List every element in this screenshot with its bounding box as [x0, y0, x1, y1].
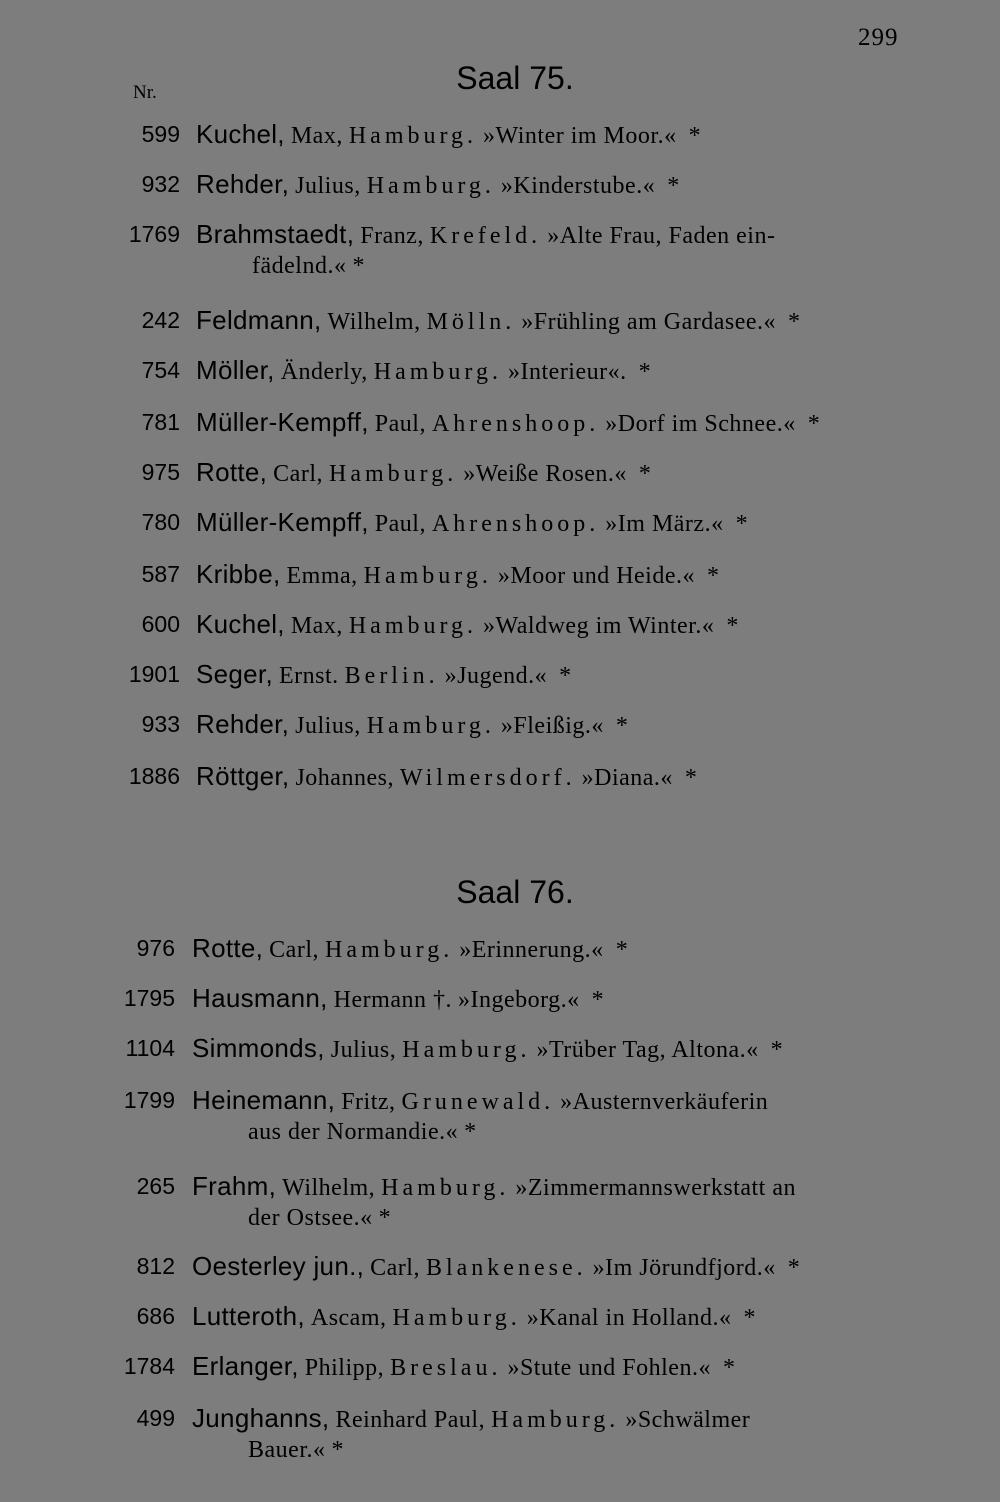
artwork-title: »Jugend.«	[444, 663, 548, 689]
artist-city: Ahrenshoop.	[431, 511, 600, 537]
artist-given-name: Franz,	[360, 223, 424, 249]
entry-number: 600	[141, 611, 180, 637]
artist-given-name: Wilhelm,	[282, 1175, 376, 1201]
artwork-title: »Moor und Heide.«	[497, 563, 695, 589]
artist-name: Brahmstaedt,	[196, 219, 355, 249]
asterisk-mark: *	[684, 765, 697, 791]
artist-name: Müller-Kempff,	[196, 407, 369, 437]
artwork-title-continuation: fädelnd.«	[252, 253, 347, 279]
artwork-title: »Alte Frau, Faden ein-	[547, 223, 776, 249]
artist-name: Frahm,	[192, 1171, 277, 1201]
entry-number: 932	[141, 171, 180, 197]
artist-given-name: Max,	[290, 613, 343, 639]
artist-name: Rehder,	[196, 709, 290, 739]
artwork-title: »Kanal in Holland.«	[526, 1305, 732, 1331]
artist-name: Heinemann,	[192, 1085, 336, 1115]
artwork-title: »Winter im Moor.«	[483, 123, 677, 149]
asterisk-mark: *	[378, 1205, 391, 1231]
artwork-title: »Im März.«	[605, 511, 724, 537]
artist-name: Kribbe,	[196, 559, 281, 589]
artist-city: Hamburg.	[392, 1305, 521, 1331]
entry-number: 587	[141, 561, 180, 587]
artwork-title: »Kinderstube.«	[500, 173, 656, 199]
entry-body	[192, 1402, 898, 1463]
asterisk-mark: *	[707, 563, 719, 589]
artist-given-name: Carl,	[273, 461, 323, 487]
entry-number: 265	[136, 1173, 175, 1199]
artist-city: Hamburg.	[348, 123, 478, 149]
entry-body	[196, 608, 902, 642]
asterisk-mark: *	[615, 713, 628, 739]
artist-given-name: Julius,	[295, 173, 361, 199]
asterisk-mark: *	[615, 937, 628, 963]
entry-number: 781	[141, 409, 180, 435]
artwork-title: »Diana.«	[581, 765, 673, 791]
entry-body	[196, 354, 902, 388]
artist-name: Erlanger,	[192, 1351, 299, 1381]
artist-given-name: Julius,	[330, 1037, 397, 1063]
artwork-title-continuation: aus der Normandie.«	[248, 1119, 459, 1145]
artist-name: Seger,	[196, 659, 273, 689]
entry-body	[196, 708, 902, 742]
entry-number: 975	[141, 459, 180, 485]
entry-body	[196, 304, 902, 338]
artist-city: Hamburg.	[373, 359, 502, 385]
artist-given-name: Julius,	[295, 713, 361, 739]
entry-continuation-line	[248, 1202, 391, 1234]
entry-continuation-line	[248, 1434, 343, 1466]
artist-given-name: Carl,	[370, 1255, 420, 1281]
artist-city: Hamburg.	[329, 461, 458, 487]
asterisk-mark: *	[788, 309, 801, 335]
section-title-saal-75: Saal 75.	[456, 60, 574, 96]
entry-number: 1104	[125, 1035, 175, 1061]
artist-city: Hamburg.	[366, 713, 495, 739]
asterisk-mark: *	[591, 987, 604, 1013]
artwork-title: »Interieur«.	[508, 359, 627, 385]
artwork-title-continuation: der Ostsee.«	[248, 1205, 373, 1231]
asterisk-mark: *	[464, 1119, 477, 1145]
artist-city: Blankenese.	[425, 1255, 587, 1281]
artist-given-name: Paul,	[374, 411, 426, 437]
artist-name: Müller-Kempff,	[196, 507, 369, 537]
entry-continuation-line	[248, 1116, 476, 1148]
asterisk-mark: *	[735, 511, 748, 537]
asterisk-mark: *	[638, 359, 651, 385]
artist-city: Mölln.	[426, 309, 516, 335]
artwork-title: »Dorf im Schnee.«	[605, 411, 796, 437]
artist-given-name: Änderly,	[280, 359, 368, 385]
artist-name: Kuchel,	[196, 119, 285, 149]
entry-body	[192, 1350, 898, 1384]
entry-body	[196, 406, 902, 440]
artist-city: Berlin.	[344, 663, 439, 689]
page-number: 299	[858, 24, 899, 51]
artist-name: Möller,	[196, 355, 275, 385]
artist-name: Lutteroth,	[192, 1301, 305, 1331]
artist-given-name: Emma,	[286, 563, 358, 589]
artwork-title: »Zimmermannswerkstatt an	[515, 1175, 796, 1201]
artist-name: Junghanns,	[192, 1403, 330, 1433]
artist-city: Hamburg.	[491, 1407, 620, 1433]
entry-number: 754	[141, 357, 180, 383]
asterisk-mark: *	[559, 663, 572, 689]
artwork-title: »Schwälmer	[625, 1407, 751, 1433]
entry-number: 1886	[128, 763, 180, 789]
artist-city: Hamburg.	[366, 173, 495, 199]
entry-body	[196, 558, 902, 592]
artist-name: Kuchel,	[196, 609, 285, 639]
asterisk-mark: *	[722, 1355, 735, 1381]
artist-city: Breslau.	[390, 1355, 502, 1381]
entry-number: 686	[136, 1303, 175, 1329]
artist-given-name: Paul,	[374, 511, 426, 537]
artist-city: Hamburg.	[363, 563, 492, 589]
asterisk-mark: *	[638, 461, 651, 487]
artist-name: Rotte,	[192, 933, 264, 963]
asterisk-mark: *	[726, 613, 739, 639]
artist-given-name: Ernst.	[278, 663, 339, 689]
entry-body	[192, 1032, 898, 1066]
artist-given-name: Max,	[290, 123, 343, 149]
entry-body	[192, 1084, 898, 1145]
artwork-title: »Fleißig.«	[500, 713, 604, 739]
entry-body	[192, 932, 898, 966]
artist-given-name: Philipp,	[304, 1355, 385, 1381]
entry-number: 976	[136, 935, 175, 961]
asterisk-mark: *	[807, 411, 820, 437]
entry-number: 599	[141, 121, 180, 147]
artwork-title: »Erinnerung.«	[459, 937, 604, 963]
artist-city: Grunewald.	[401, 1089, 555, 1115]
artist-given-name: Ascam,	[310, 1305, 387, 1331]
asterisk-mark: *	[770, 1037, 783, 1063]
entry-body	[192, 1250, 898, 1284]
entry-number: 780	[141, 509, 180, 535]
artwork-title: »Trüber Tag, Altona.«	[536, 1037, 759, 1063]
artwork-title: »Frühling am Gardasee.«	[521, 309, 777, 335]
artist-given-name: Fritz,	[341, 1089, 396, 1115]
artist-name: Rotte,	[196, 457, 268, 487]
artist-given-name: Carl,	[269, 937, 319, 963]
entry-number: 812	[136, 1253, 175, 1279]
entry-body	[196, 658, 902, 692]
artist-city: Hamburg.	[381, 1175, 510, 1201]
entry-number: 1769	[128, 221, 180, 247]
artist-given-name: Wilhelm,	[327, 309, 421, 335]
asterisk-mark: *	[331, 1437, 344, 1463]
artwork-title-continuation: Bauer.«	[248, 1437, 326, 1463]
asterisk-mark: *	[688, 123, 701, 149]
artwork-title: »Weiße Rosen.«	[463, 461, 627, 487]
artist-name: Feldmann,	[196, 305, 322, 335]
entry-number: 1784	[123, 1353, 175, 1379]
entry-body	[192, 1300, 898, 1334]
artist-given-name: Johannes,	[295, 765, 394, 791]
entry-body	[192, 982, 898, 1016]
artist-name: Oesterley jun.,	[192, 1251, 365, 1281]
artwork-title: »Stute und Fohlen.«	[507, 1355, 711, 1381]
entry-body	[196, 760, 902, 794]
nr-column-header: Nr.	[133, 82, 157, 103]
artist-name: Röttger,	[196, 761, 290, 791]
artist-name: Rehder,	[196, 169, 290, 199]
artist-city: Hamburg.	[325, 937, 454, 963]
artwork-title: »Ingeborg.«	[457, 987, 580, 1013]
artist-city: Ahrenshoop.	[431, 411, 600, 437]
entry-body	[196, 118, 902, 152]
artist-name: Simmonds,	[192, 1033, 325, 1063]
entry-body	[196, 218, 902, 279]
artwork-title: »Im Jörundfjord.«	[592, 1255, 776, 1281]
asterisk-mark: *	[787, 1255, 800, 1281]
asterisk-mark: *	[667, 173, 680, 199]
entry-number: 499	[136, 1405, 175, 1431]
artist-given-name: Hermann †.	[333, 987, 452, 1013]
asterisk-mark: *	[743, 1305, 756, 1331]
artist-name: Hausmann,	[192, 983, 328, 1013]
artist-city: Krefeld.	[429, 223, 542, 249]
entry-body	[192, 1170, 898, 1231]
entry-number: 933	[141, 711, 180, 737]
artist-city: Hamburg.	[348, 613, 478, 639]
entry-number: 1795	[123, 985, 175, 1011]
entry-body	[196, 506, 902, 540]
artist-given-name: Reinhard Paul,	[335, 1407, 486, 1433]
entry-number: 1799	[123, 1087, 175, 1113]
entry-body	[196, 456, 902, 490]
entry-number: 1901	[128, 661, 180, 687]
entry-number: 242	[141, 307, 180, 333]
asterisk-mark: *	[352, 253, 365, 279]
artist-city: Wilmersdorf.	[399, 765, 576, 791]
entry-continuation-line	[252, 250, 364, 282]
artist-city: Hamburg.	[402, 1037, 531, 1063]
entry-body	[196, 168, 902, 202]
artwork-title: »Waldweg im Winter.«	[483, 613, 715, 639]
artwork-title: »Austernverkäuferin	[560, 1089, 769, 1115]
section-title-saal-76: Saal 76.	[456, 874, 574, 910]
